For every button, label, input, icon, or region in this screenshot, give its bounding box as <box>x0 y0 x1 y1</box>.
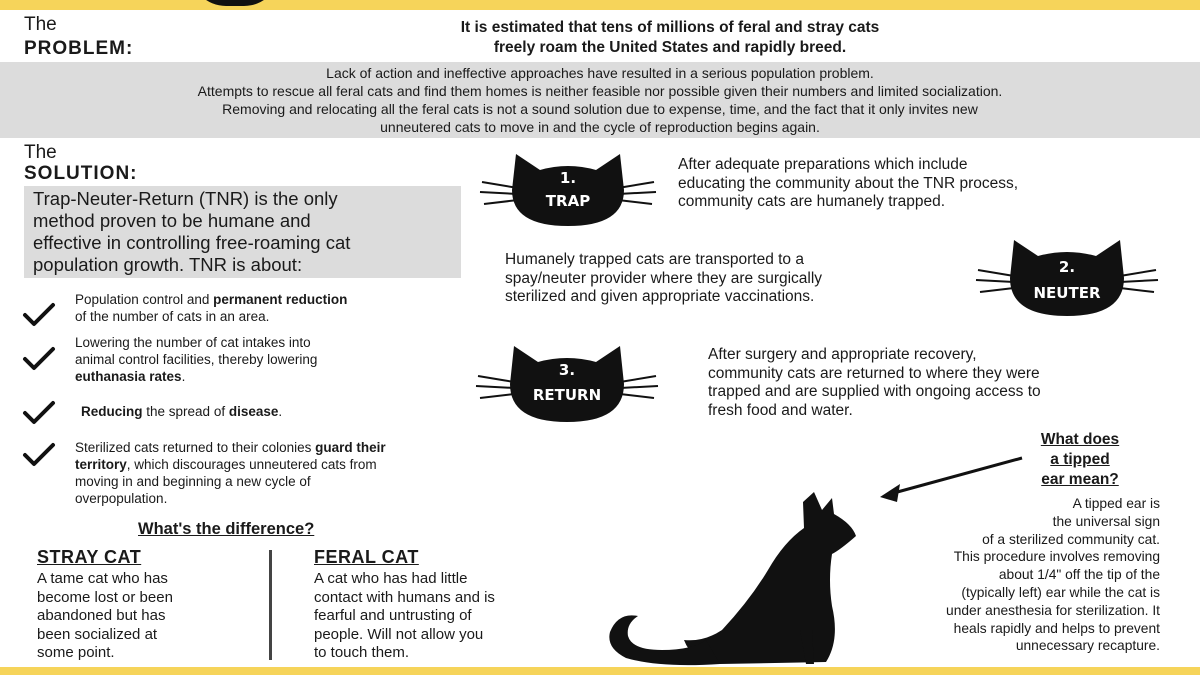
problem-detail-line: unneutered cats to move in and the cycle of reproduction begins again. <box>380 119 820 135</box>
top-accent-bar <box>0 0 1200 10</box>
svg-text:RETURN: RETURN <box>532 386 602 404</box>
svg-text:3.: 3. <box>558 361 576 379</box>
tipped-ear-question: What does a tipped ear mean? <box>1040 431 1120 488</box>
feral-cat-heading: FERAL CAT <box>314 547 419 567</box>
problem-detail-line: Attempts to rescue all feral cats and find them homes is neither feasible nor possible given their numbers and limited socialization. <box>197 83 1003 99</box>
problem-detail-band <box>0 62 1200 138</box>
problem-label: PROBLEM: <box>24 38 134 59</box>
neuter-step-description: Humanely trapped cats are transported to a spay/neuter provider where they are surgically sterilized and given appropriate vaccinations. <box>505 251 823 305</box>
return-step-description: After surgery and appropriate recovery, community cats are returned to where they were trapped and are supplied with ongoing access to fresh food and water. <box>708 346 1041 419</box>
neuter-cat-head-icon <box>974 236 1160 320</box>
benefit-item: Population control and permanent reduction of the number of cats in an area. <box>75 292 348 324</box>
tnr-line: method proven to be humane and <box>33 210 311 231</box>
checkmark-icon <box>22 400 56 426</box>
stray-cat-description: A tame cat who has become lost or been abandoned but has been socialized at some point. <box>37 570 173 661</box>
stray-cat-heading: STRAY CAT <box>37 547 142 567</box>
benefit-item: Lowering the number of cat intakes into animal control facilities, thereby lowering euthanasia rates. <box>75 335 318 384</box>
problem-label-the: The <box>24 14 57 35</box>
benefit-item: Sterilized cats returned to their colonies guard their territory, which discourages unneutered cats from moving in and beginning a new cycle of overpopulation. <box>75 440 386 506</box>
checkmark-icon <box>22 442 56 468</box>
problem-intro-line: It is estimated that tens of millions of feral and stray cats <box>460 19 880 36</box>
benefit-item: Reducing the spread of disease. <box>81 404 283 419</box>
svg-text:TRAP: TRAP <box>545 192 591 210</box>
checkmark-icon <box>22 346 56 372</box>
return-cat-head-icon <box>474 342 660 426</box>
tnr-description <box>33 188 350 276</box>
svg-text:NEUTER: NEUTER <box>1033 284 1101 302</box>
problem-detail-line: Lack of action and ineffective approaches have resulted in a serious population problem. <box>326 65 874 81</box>
sitting-cat-silhouette <box>600 490 890 670</box>
problem-intro-line: freely roam the United States and rapidly breed. <box>493 39 847 56</box>
svg-text:1.: 1. <box>559 169 577 187</box>
tnr-line: Trap-Neuter-Return (TNR) is the only <box>33 188 338 209</box>
trap-step-description: After adequate preparations which include educating the community about the TNR process, community cats are humanely trapped. <box>678 156 1019 210</box>
tnr-line: effective in controlling free-roaming cat <box>33 232 351 253</box>
tnr-line: population growth. TNR is about: <box>33 254 303 275</box>
difference-heading: What's the difference? <box>138 520 315 538</box>
solution-label: SOLUTION: <box>24 163 138 184</box>
trap-cat-head-icon <box>478 150 658 230</box>
svg-text:2.: 2. <box>1058 258 1076 276</box>
tipped-ear-explanation: A tipped ear is the universal sign of a sterilized community cat. This procedure involves removing about 1/4" off the tip of the (typically left) ear while the cat is under anesthesia for sterilization. It heals rapidly and helps to prevent unnecessary recapture. <box>946 496 1160 654</box>
column-divider <box>269 550 272 660</box>
solution-label-the: The <box>24 142 57 163</box>
checkmark-icon <box>22 302 56 328</box>
feral-cat-description: A cat who has had little contact with humans and is fearful and untrusting of people. Will not allow you to touch them. <box>314 570 495 661</box>
problem-detail-line: Removing and relocating all the feral cats is not a sound solution due to expense, time, and the fact that it only invites new <box>222 101 978 117</box>
problem-intro <box>330 18 1010 58</box>
